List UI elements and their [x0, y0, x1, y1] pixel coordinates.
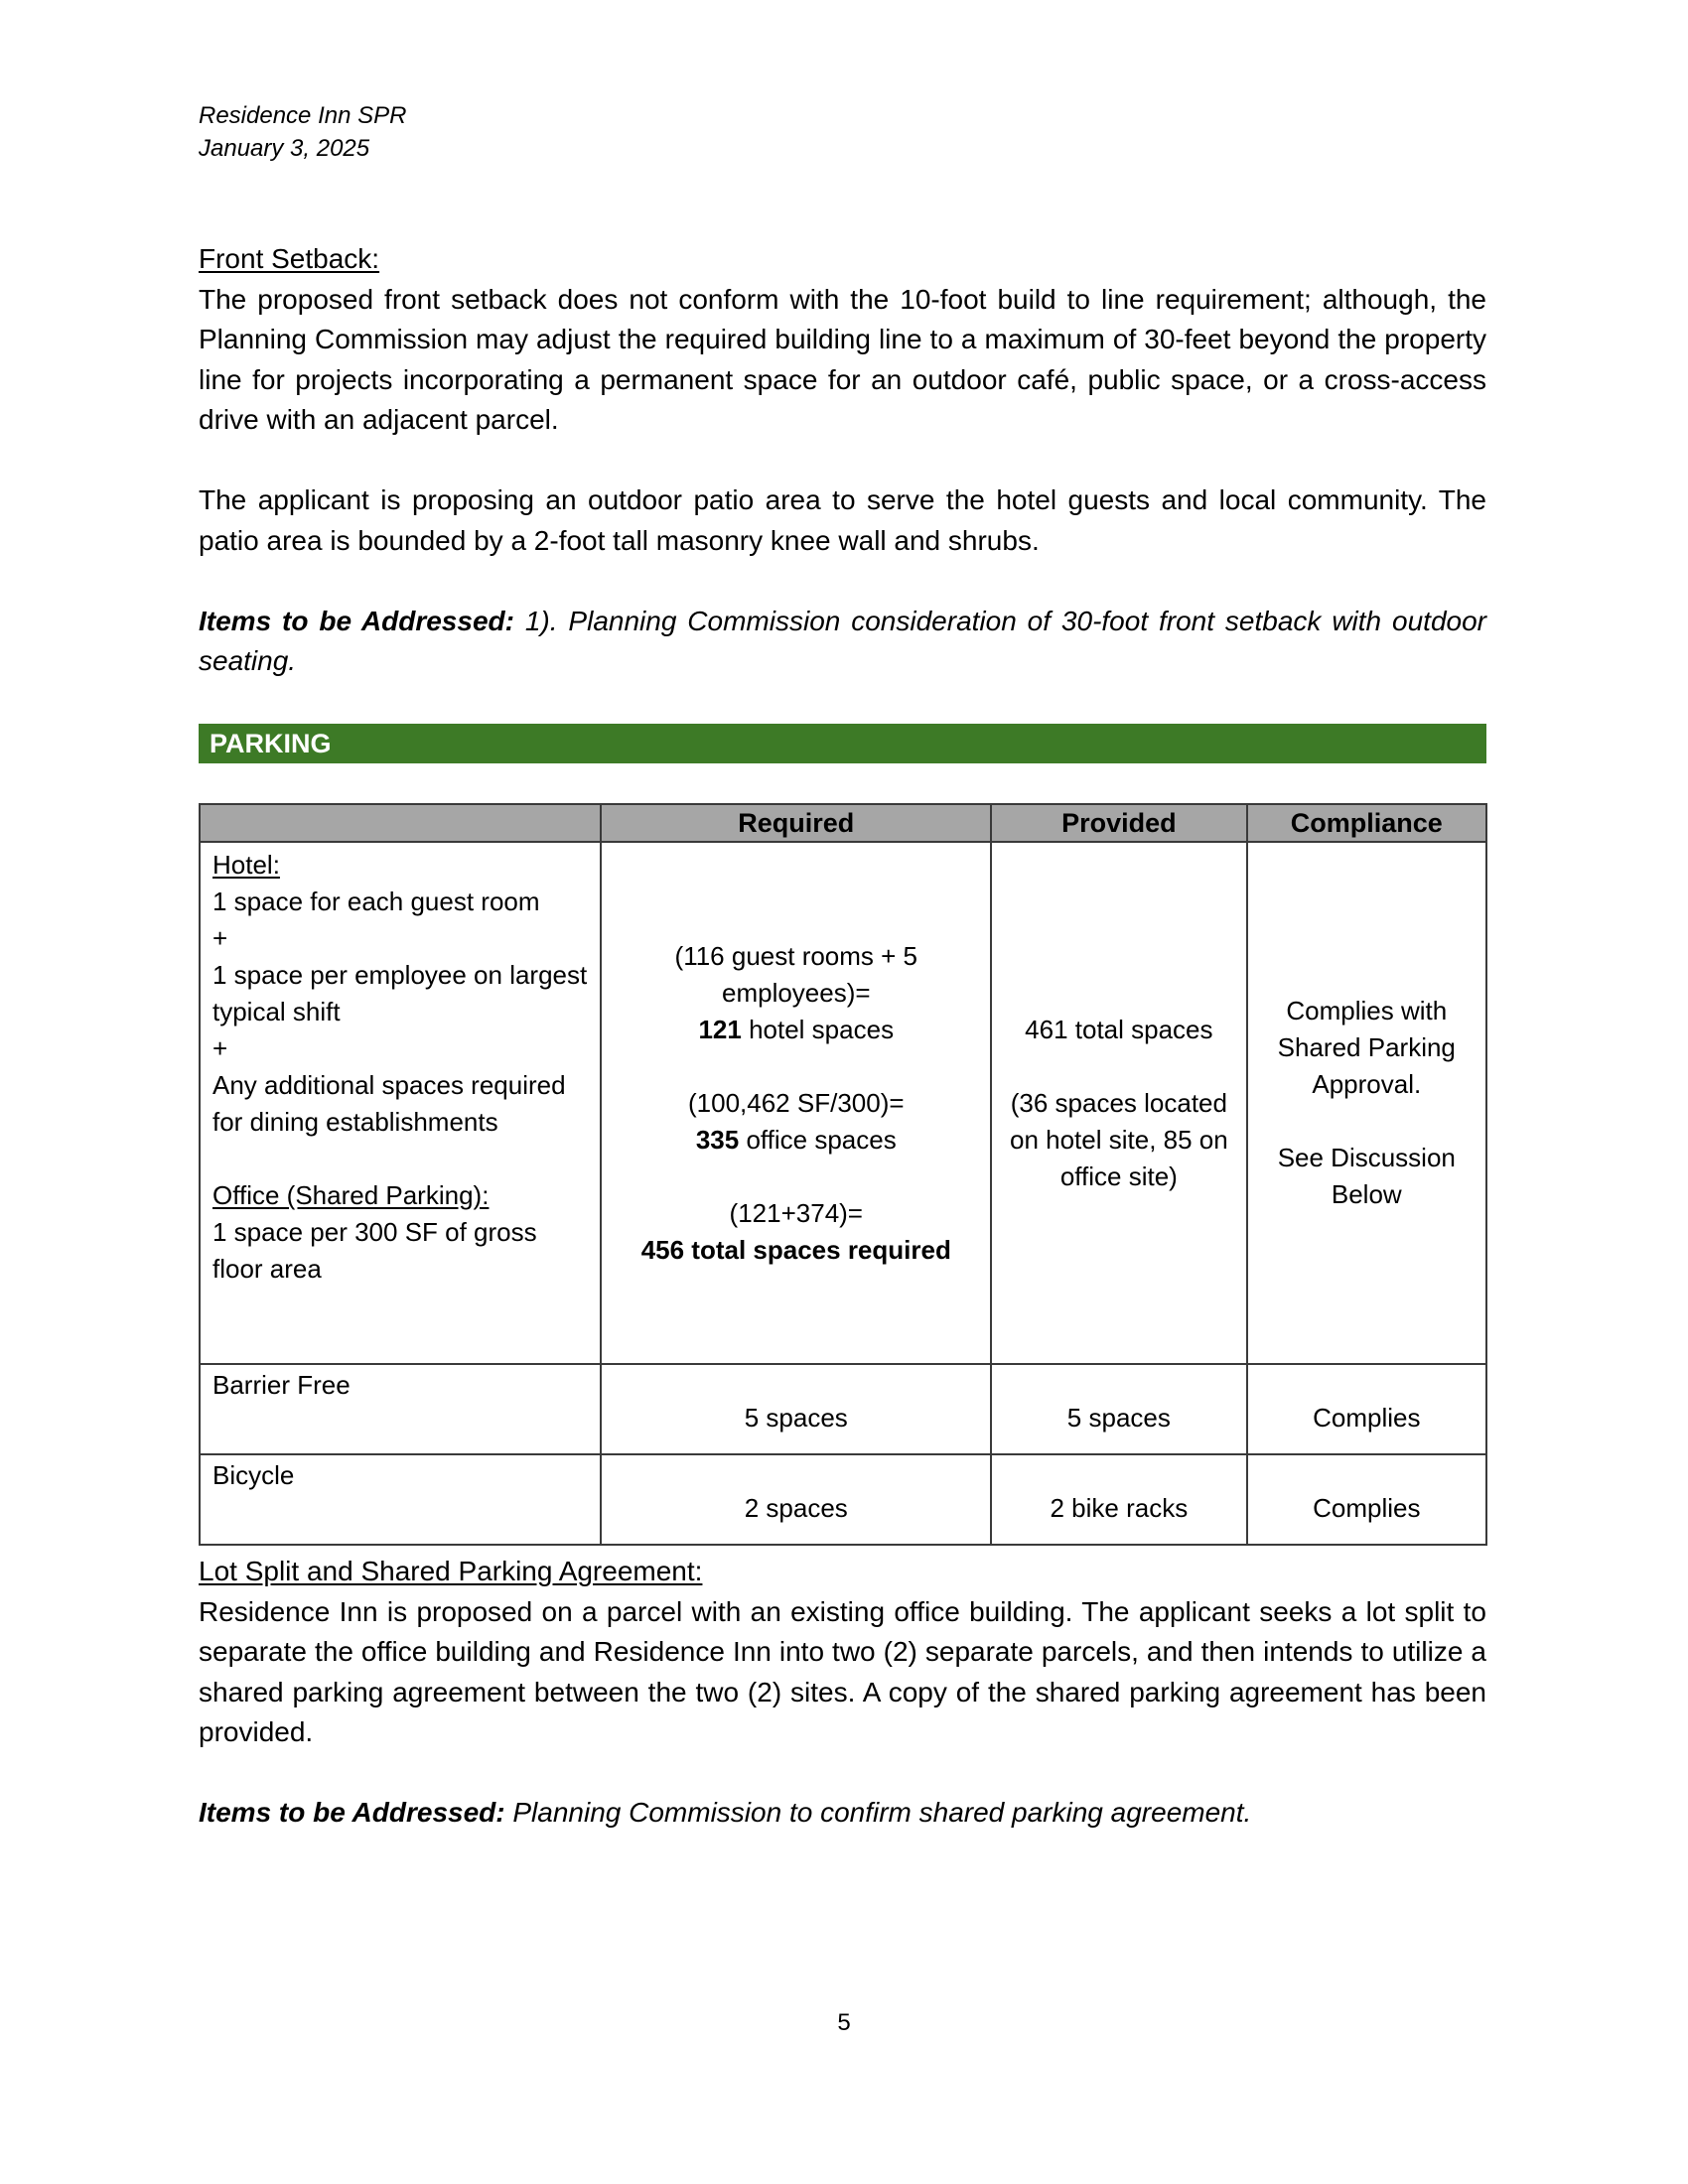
items-text: 1). Planning Commission consideration of 30-foot front setback with outdoor seating. — [199, 605, 1486, 676]
office-rule-line: 1 space per 300 SF of gross floor area — [212, 1217, 537, 1284]
column-header-provided: Provided — [991, 804, 1246, 842]
front-setback-heading: Front Setback: — [199, 243, 380, 274]
front-setback-paragraph-2: The applicant is proposing an outdoor patio area to serve the hotel guests and local community. The patio area is bounded by a 2-foot tall masonry knee wall and shrubs. — [199, 484, 1486, 556]
front-setback-section — [199, 239, 1486, 682]
table-row-hotel-office — [200, 842, 1486, 1364]
items-label: Items to be Addressed: — [199, 605, 514, 636]
compliance-note: See Discussion Below — [1277, 1143, 1456, 1209]
items-text: Planning Commission to confirm shared parking agreement. — [504, 1797, 1252, 1828]
cell-label: Barrier Free — [200, 1364, 601, 1454]
header-title: Residence Inn SPR — [199, 102, 407, 129]
lot-split-items — [199, 1793, 1486, 1834]
column-header-required: Required — [601, 804, 991, 842]
plus-sign: + — [212, 923, 228, 953]
cell-label: Bicycle — [200, 1454, 601, 1545]
cell-label — [200, 842, 601, 1364]
column-header-compliance: Compliance — [1247, 804, 1486, 842]
office-heading: Office (Shared Parking): — [212, 1180, 490, 1210]
cell-compliance: Complies — [1247, 1364, 1486, 1454]
lot-split-heading: Lot Split and Shared Parking Agreement: — [199, 1556, 703, 1586]
total-required: 456 total spaces required — [640, 1234, 951, 1265]
lot-split-paragraph: Residence Inn is proposed on a parcel with an existing office building. The applicant seeks a lot split to separate the office building and Residence Inn into two (2) separate parcels, and then intends to utilize a shared parking agreement between the two (2) sites. A copy of the shared parking agreement has been provided. — [199, 1595, 1486, 1747]
cell-compliance — [1247, 842, 1486, 1364]
hotel-spaces-unit: hotel spaces — [741, 1014, 895, 1044]
table-row-bicycle — [200, 1454, 1486, 1545]
parking-section-bar: PARKING — [199, 724, 1486, 763]
cell-required: 5 spaces — [601, 1364, 991, 1454]
hotel-rule-line: 1 space for each guest room — [212, 887, 540, 916]
office-spaces-unit: office spaces — [739, 1124, 897, 1155]
page-number: 5 — [837, 2009, 851, 2036]
cell-provided: 5 spaces — [991, 1364, 1246, 1454]
office-result — [614, 1122, 978, 1159]
hotel-rule-line: 1 space per employee on largest typical shift — [212, 960, 588, 1026]
cell-provided — [991, 842, 1246, 1364]
plus-sign: + — [212, 1033, 228, 1063]
hotel-rule-line: Any additional spaces required for dining establishments — [212, 1070, 566, 1137]
table-row-barrier-free — [200, 1364, 1486, 1454]
column-header-label — [200, 804, 601, 842]
total-calc: (121+374)= — [729, 1197, 863, 1228]
lot-split-section — [199, 1552, 1486, 1834]
header-date: January 3, 2025 — [199, 135, 370, 162]
table-header-row — [200, 804, 1486, 842]
cell-provided: 2 bike racks — [991, 1454, 1246, 1545]
running-header — [199, 99, 406, 165]
hotel-heading: Hotel: — [212, 850, 280, 880]
items-label: Items to be Addressed: — [199, 1797, 505, 1828]
parking-table — [199, 803, 1487, 1546]
cell-required: 2 spaces — [601, 1454, 991, 1545]
cell-compliance: Complies — [1247, 1454, 1486, 1545]
provided-total: 461 total spaces — [1025, 1014, 1213, 1044]
cell-required — [601, 842, 991, 1364]
office-calc: (100,462 SF/300)= — [688, 1087, 905, 1118]
hotel-spaces-number: 121 — [698, 1014, 742, 1044]
office-spaces-number: 335 — [695, 1124, 740, 1155]
hotel-calc: (116 guest rooms + 5 employees)= — [674, 940, 918, 1008]
compliance-status: Complies with Shared Parking Approval. — [1277, 996, 1456, 1099]
front-setback-paragraph-1: The proposed front setback does not conform with the 10-foot build to line requirement; although, the Planning Commission may adjust the required building line to a maximum of 30-feet beyond the property line for projects incorporating a permanent space for an outdoor café, public space, or a cross-access drive with an adjacent parcel. — [199, 283, 1486, 435]
hotel-result — [614, 1012, 978, 1048]
front-setback-items — [199, 602, 1486, 682]
provided-detail: (36 spaces located on hotel site, 85 on office site) — [1009, 1087, 1228, 1191]
